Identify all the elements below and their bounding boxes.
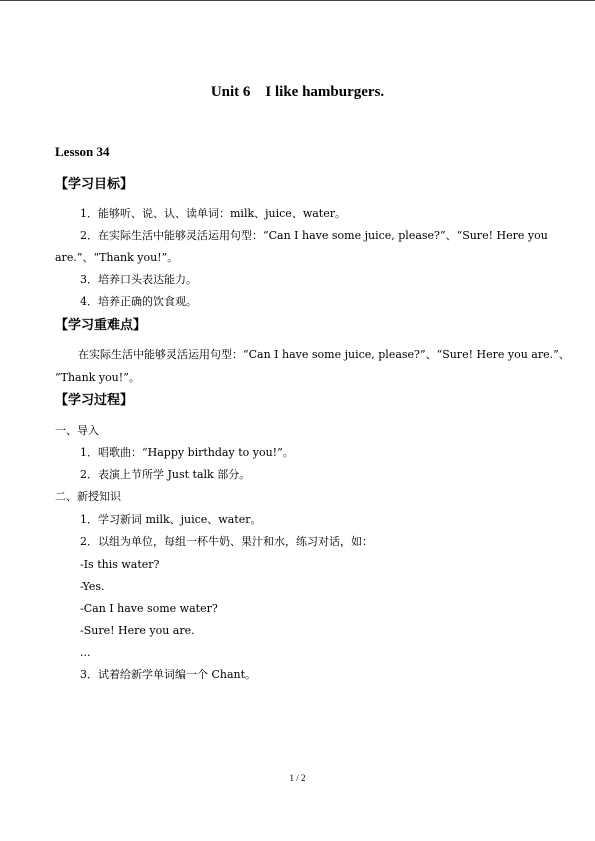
part1-item-2: 2．表演上节所学 Just talk 部分。 xyxy=(80,468,251,481)
part1-label: 一、导入 xyxy=(55,424,99,437)
part2-item-1: 1．学习新词 milk、juice、water。 xyxy=(80,513,262,526)
dialog-line-2: -Yes. xyxy=(80,580,105,593)
key-points-line-2: “Thank you!”。 xyxy=(55,371,140,384)
page-number: 1 / 2 xyxy=(289,773,306,783)
part1-item-1: 1．唱歌曲：“Happy birthday to you!”。 xyxy=(80,446,294,459)
key-points-heading: 【学习重难点】 xyxy=(55,318,147,333)
dialog-line-4: -Sure! Here you are. xyxy=(80,624,195,637)
goal-item-4: 4．培养正确的饮食观。 xyxy=(80,295,197,308)
lesson-label: Lesson 34 xyxy=(55,144,110,159)
goal-item-3: 3．培养口头表达能力。 xyxy=(80,273,197,286)
process-heading: 【学习过程】 xyxy=(55,393,134,408)
goal-item-1: 1．能够听、说、认、读单词：milk、juice、water。 xyxy=(80,207,346,220)
dialog-line-1: -Is this water? xyxy=(80,558,160,571)
part2-item-3: 3．试着给新学单词编一个 Chant。 xyxy=(80,668,257,681)
key-points-line-1: 在实际生活中能够灵活运用句型：“Can I have some juice, please?”、“Sure! Here you are.”、 xyxy=(78,348,570,361)
goals-heading: 【学习目标】 xyxy=(55,177,134,192)
page-title: Unit 6 I like hamburgers. xyxy=(210,84,385,100)
dialog-line-3: -Can I have some water? xyxy=(80,602,218,615)
goal-item-2-cont: are.”、“Thank you!”。 xyxy=(55,251,179,264)
part2-item-2: 2．以组为单位，每组一杯牛奶、果汁和水，练习对话，如： xyxy=(80,535,373,548)
part2-label: 二、新授知识 xyxy=(55,490,121,503)
dialog-ellipsis: ... xyxy=(80,646,91,659)
goal-item-2: 2．在实际生活中能够灵活运用句型：“Can I have some juice, please?”、“Sure! Here you xyxy=(80,229,548,242)
header-rule xyxy=(0,0,595,1)
